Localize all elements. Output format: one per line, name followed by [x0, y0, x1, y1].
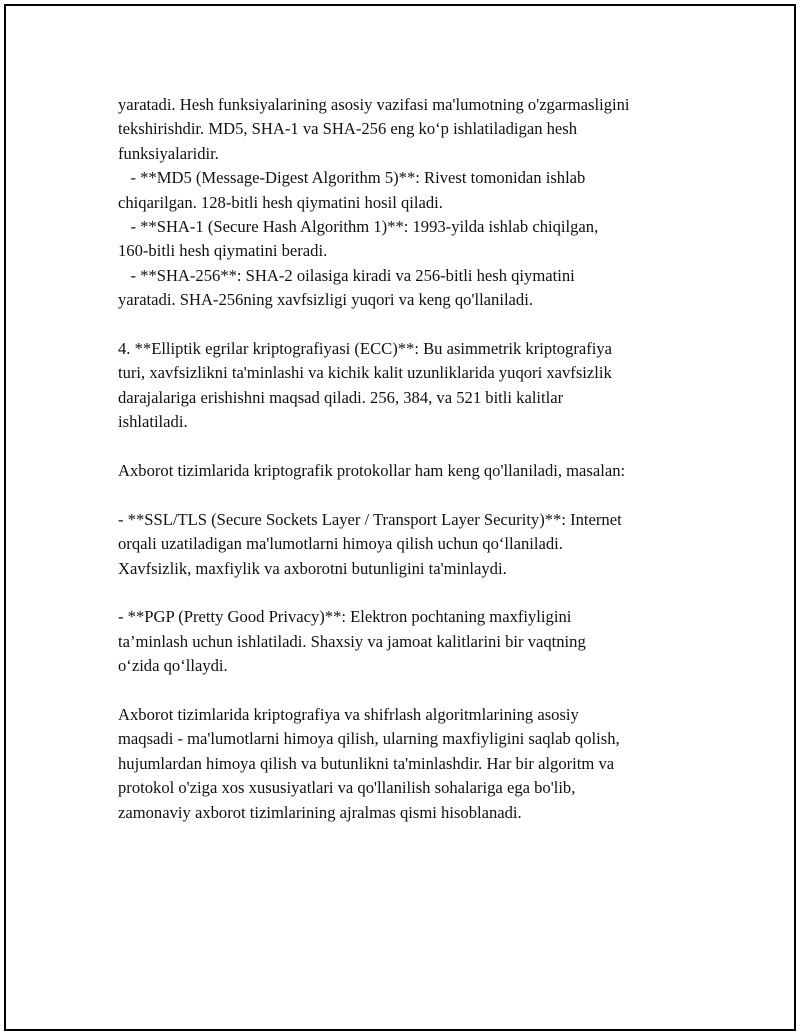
text-line: 4. **Elliptik egrilar kriptografiyasi (ECC)**: Bu asimmetrik kriptografiya [118, 339, 613, 359]
text-line: orqali uzatiladigan ma'lumotlarni himoya qilish uchun qoʻllaniladi. [118, 534, 563, 554]
text-line: turi, xavfsizlikni ta'minlashi va kichik kalit uzunliklarida yuqori xavfsizlik [118, 363, 612, 383]
hash-functions-paragraph [118, 93, 718, 313]
text-line: hujumlardan himoya qilish va butunlikni ta'minlashdir. Har bir algoritm va [118, 753, 615, 773]
paragraph-gap [118, 679, 718, 703]
text-line: zamonaviy axborot tizimlarining ajralmas qismi hisoblanadi. [118, 802, 522, 822]
sha1-item: - **SHA-1 (Secure Hash Algorithm 1)**: 1993-yilda ishlab chiqilgan, [118, 217, 599, 237]
text-line: funksiyalaridir. [118, 143, 219, 163]
ssl-tls-paragraph [118, 508, 718, 581]
conclusion-paragraph [118, 703, 718, 825]
text-line: - **SSL/TLS (Secure Sockets Layer / Transport Layer Security)**: Internet [118, 509, 622, 529]
text-line: protokol o'ziga xos xususiyatlari va qo'llanilish sohalariga ega bo'lib, [118, 778, 576, 798]
ecc-paragraph [118, 337, 718, 435]
md5-item: - **MD5 (Message-Digest Algorithm 5)**: Rivest tomonidan ishlab [118, 168, 586, 188]
text-line: Axborot tizimlarida kriptografiya va shifrlash algoritmlarining asosiy [118, 705, 579, 725]
document-body [118, 93, 718, 825]
paragraph-gap [118, 483, 718, 507]
pgp-paragraph [118, 605, 718, 678]
text-line: oʻzida qoʻllaydi. [118, 656, 228, 676]
text-line: ta’minlash uchun ishlatiladi. Shaxsiy va jamoat kalitlarini bir vaqtning [118, 631, 586, 651]
paragraph-gap [118, 581, 718, 605]
text-line: yaratadi. Hesh funksiyalarining asosiy vazifasi ma'lumotning o'zgarmasligini [118, 95, 630, 114]
text-line: ishlatiladi. [118, 412, 188, 432]
protocols-intro-paragraph [118, 459, 718, 483]
text-line: chiqarilgan. 128-bitli hesh qiymatini hosil qiladi. [118, 192, 443, 212]
text-line: yaratadi. SHA-256ning xavfsizligi yuqori va keng qo'llaniladi. [118, 290, 533, 310]
text-line: maqsadi - ma'lumotlarni himoya qilish, ularning maxfiyligini saqlab qolish, [118, 729, 620, 749]
paragraph-gap [118, 435, 718, 459]
text-line: Xavfsizlik, maxfiylik va axborotni butunligini ta'minlaydi. [118, 558, 507, 578]
sha256-item: - **SHA-256**: SHA-2 oilasiga kiradi va 256-bitli hesh qiymatini [118, 265, 575, 285]
text-line: darajalariga erishishni maqsad qiladi. 256, 384, va 521 bitli kalitlar [118, 387, 564, 407]
paragraph-gap [118, 313, 718, 337]
text-line: Axborot tizimlarida kriptografik protokollar ham keng qo'llaniladi, masalan: [118, 461, 626, 481]
text-line: - **PGP (Pretty Good Privacy)**: Elektron pochtaning maxfiyligini [118, 607, 572, 627]
text-line: tekshirishdir. MD5, SHA-1 va SHA-256 eng koʻp ishlatiladigan hesh [118, 119, 578, 139]
text-line: 160-bitli hesh qiymatini beradi. [118, 241, 328, 261]
